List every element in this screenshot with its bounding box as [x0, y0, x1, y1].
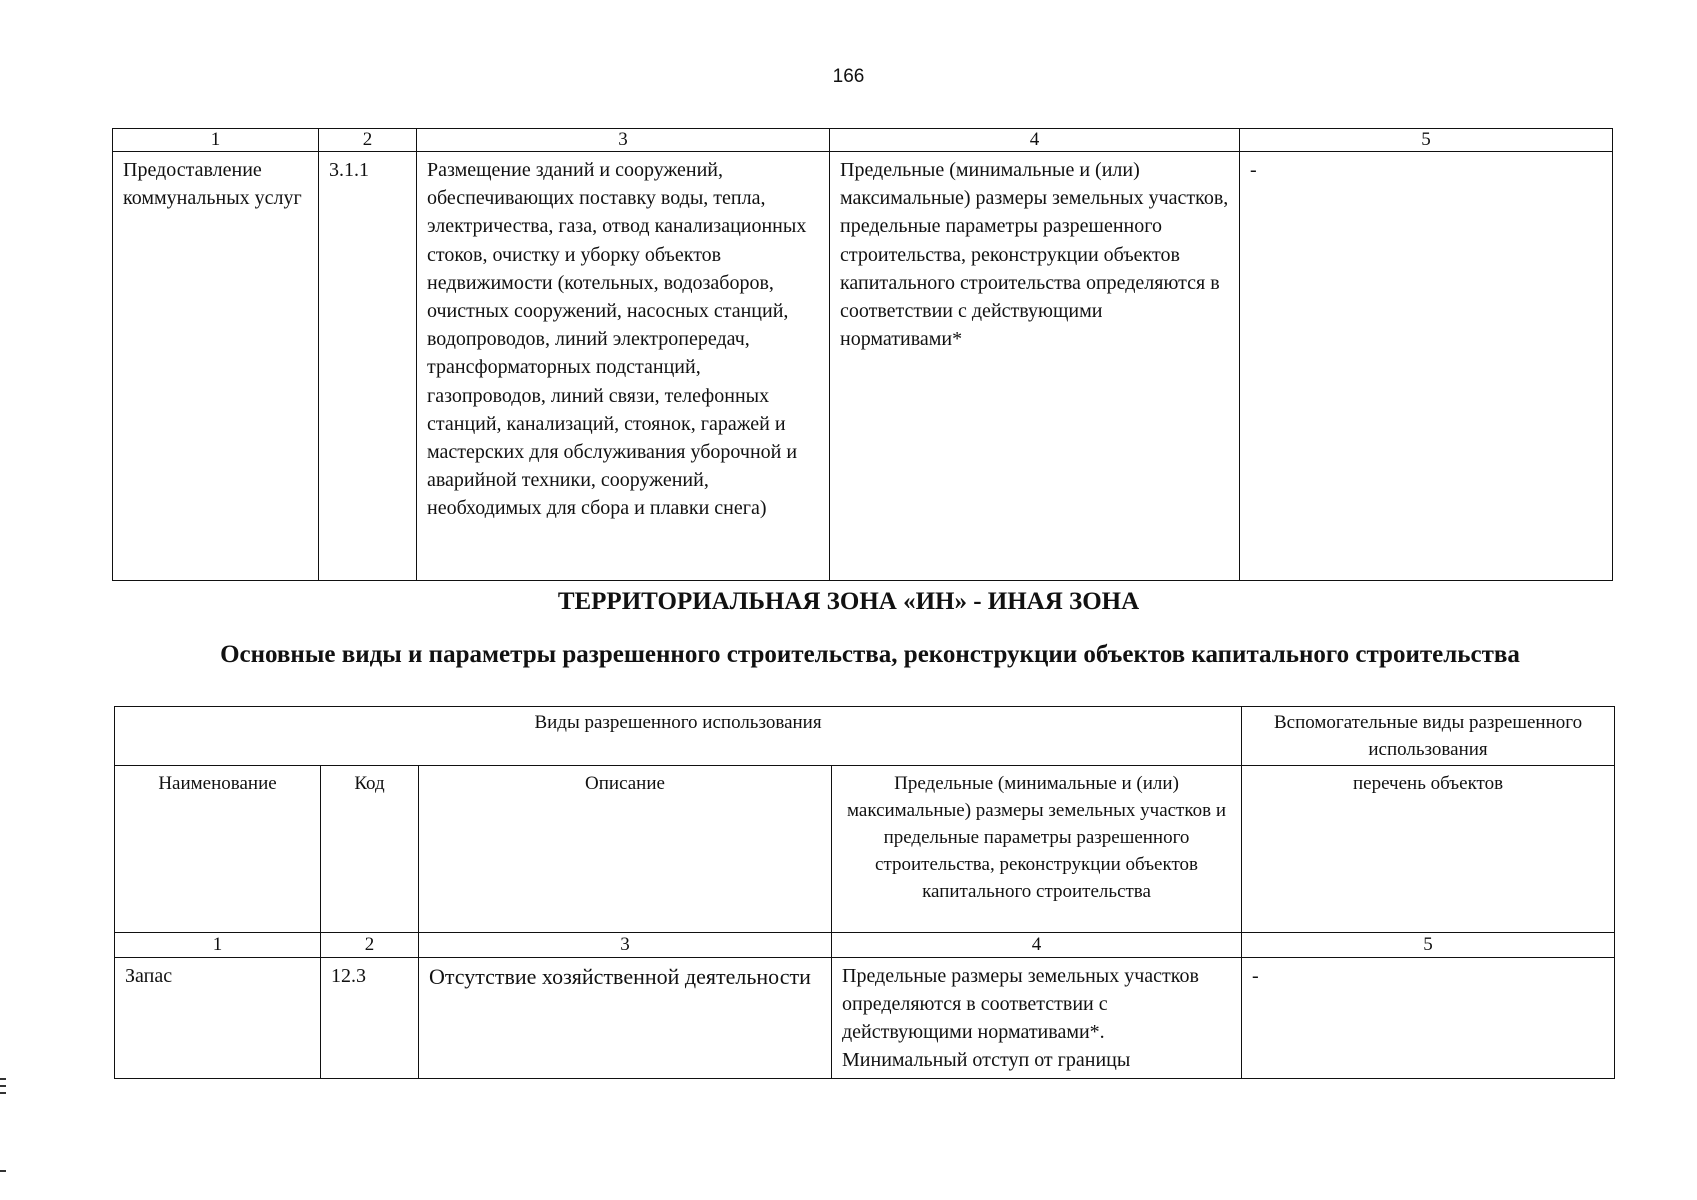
header-group-main: Виды разрешенного использования — [115, 707, 1242, 766]
header-group-row — [115, 707, 1615, 766]
use-name-cell: Запас — [115, 958, 321, 1079]
header-code: Код — [321, 766, 419, 933]
column-number: 2 — [321, 933, 419, 958]
table-row — [113, 152, 1613, 581]
column-number: 5 — [1242, 933, 1615, 958]
scan-margin-mark — [0, 1092, 6, 1094]
use-code-cell: 12.3 — [321, 958, 419, 1079]
header-aux-list: перечень объектов — [1242, 766, 1615, 933]
use-parameters-cell: Предельные (минимальные и (или) максимальные) размеры земельных участков, предельные параметры разрешенного строительства, реконструкции объектов капитального строительства определяются в соответствии с действующими нормативами* — [830, 152, 1240, 581]
zone-title: ТЕРРИТОРИАЛЬНАЯ ЗОНА «ИН» - ИНАЯ ЗОНА — [557, 588, 1140, 615]
use-description-cell: Отсутствие хозяйственной деятельности — [419, 958, 832, 1079]
column-number: 5 — [1240, 129, 1613, 152]
scan-margin-mark — [0, 1170, 6, 1172]
column-number: 4 — [830, 129, 1240, 152]
column-number: 3 — [419, 933, 832, 958]
table-row — [115, 958, 1615, 1079]
auxiliary-use-cell: - — [1242, 958, 1615, 1079]
column-number: 3 — [417, 129, 830, 152]
header-description: Описание — [419, 766, 832, 933]
page-number: 166 — [832, 66, 865, 87]
permitted-use-table-continued — [112, 128, 1613, 581]
column-number-row — [115, 933, 1615, 958]
column-number: 1 — [115, 933, 321, 958]
section-title: Основные виды и параметры разрешенного строительства, реконструкции объектов капитального строительства — [220, 641, 1520, 668]
auxiliary-use-cell: - — [1240, 152, 1613, 581]
scan-margin-mark — [0, 1085, 6, 1087]
column-number-row — [113, 129, 1613, 152]
header-name: Наименование — [115, 766, 321, 933]
header-column-row — [115, 766, 1615, 933]
use-description-cell: Размещение зданий и сооружений, обеспечивающих поставку воды, тепла, электричества, газа, отвод канализационных стоков, очистку и уборку объектов недвижимости (котельных, водозаборов, очистных сооружений, насосных станций, водопроводов, линий электропередач, трансформаторных подстанций, газопроводов, линий связи, телефонных станций, канализаций, стоянок, гаражей и мастерских для обслуживания уборочной и аварийной техники, сооружений, необходимых для сбора и плавки снега) — [417, 152, 830, 581]
use-code-cell: 3.1.1 — [319, 152, 417, 581]
scan-margin-mark — [0, 1078, 6, 1080]
use-name-cell: Предоставление коммунальных услуг — [113, 152, 319, 581]
header-parameters: Предельные (минимальные и (или) максимальные) размеры земельных участков и предельные параметры разрешенного строительства, реконструкции объектов капитального строительства — [832, 766, 1242, 933]
column-number: 2 — [319, 129, 417, 152]
use-parameters-cell: Предельные размеры земельных участков определяются в соответствии с действующими нормативами*. Минимальный отступ от границы — [832, 958, 1242, 1079]
header-group-aux: Вспомогательные виды разрешенного использования — [1242, 707, 1615, 766]
column-number: 1 — [113, 129, 319, 152]
permitted-use-table — [114, 706, 1615, 1079]
column-number: 4 — [832, 933, 1242, 958]
